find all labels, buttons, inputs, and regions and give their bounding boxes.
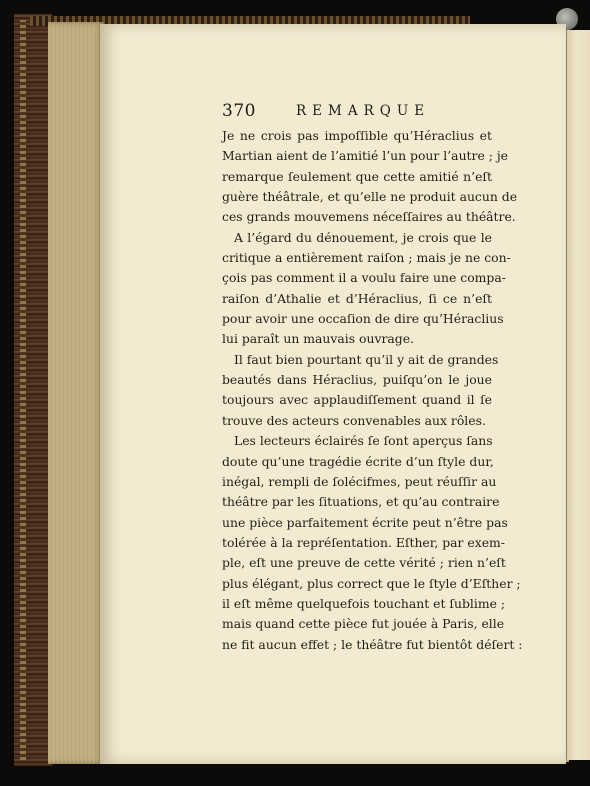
text-line: çois pas comment il a voulu faire une compa- [222, 270, 506, 286]
facing-page [566, 30, 590, 760]
text-line: plus élégant, plus correct que le ſtyle d’Eſther ; [222, 575, 521, 591]
text-line: raiſon d’Athalie et d’Héraclius, ſi ce n’eſt [222, 290, 492, 306]
binding-gilt-edge [20, 20, 26, 760]
text-line: guère théâtrale, et qu’elle ne produit aucun de [222, 189, 518, 205]
text-line: beautés dans Héraclius, puiſqu’on le joue [222, 372, 492, 388]
text-line: ces grands mouvemens néceſſaires au théâtre. [222, 209, 516, 225]
text-line: mais quand cette pièce fut jouée à Paris, elle [222, 616, 505, 632]
text-line: théâtre par les ſituations, et qu’au contraire [222, 494, 500, 510]
text-line: trouve des acteurs convenables aux rôles. [222, 412, 486, 428]
text-line: tolérée à la repréſentation. Eſther, par exem- [222, 534, 505, 550]
text-line: une pièce parfaitement écrite peut n’être pas [222, 514, 508, 530]
text-line: il eſt même quelquefois touchant et ſublime ; [222, 595, 506, 611]
text-line: inégal, rempli de ſolécifmes, peut réuſſir au [222, 473, 497, 489]
page-number: 370 [222, 101, 256, 121]
text-line: Je ne crois pas impoſſible qu’Héraclius et [222, 128, 492, 143]
text-line: Martian aient de l’amitié l’un pour l’autre ; je [222, 148, 509, 164]
text-line: Les lecteurs éclairés ſe ſont aperçus ſans [234, 433, 493, 449]
page-fore-edge [48, 22, 104, 764]
text-line: ple, eſt une preuve de cette vérité ; rien n’eſt [222, 555, 506, 571]
text-line: critique a entièrement raiſon ; mais je ne con- [222, 250, 511, 266]
text-line: remarque ſeulement que cette amitié n’eſt [222, 168, 492, 184]
text-line: doute qu’une tragédie écrite d’un ſtyle dur, [222, 453, 494, 469]
text-line: pour avoir une occaſion de dire qu’Héraclius [222, 311, 504, 327]
text-line: A l’égard du dénouement, je crois que le [234, 229, 492, 245]
text-line: lui paraît un mauvais ouvrage. [222, 331, 414, 347]
body-text [222, 126, 523, 655]
text-line: ne fit aucun effet ; le théâtre fut bientôt déſert : [222, 636, 523, 652]
text-line: Il faut bien pourtant qu’il y ait de grandes [234, 351, 499, 367]
text-line: toujours avec applaudiſſement quand il ſe [222, 392, 492, 408]
running-head: REMARQUE [296, 103, 431, 119]
